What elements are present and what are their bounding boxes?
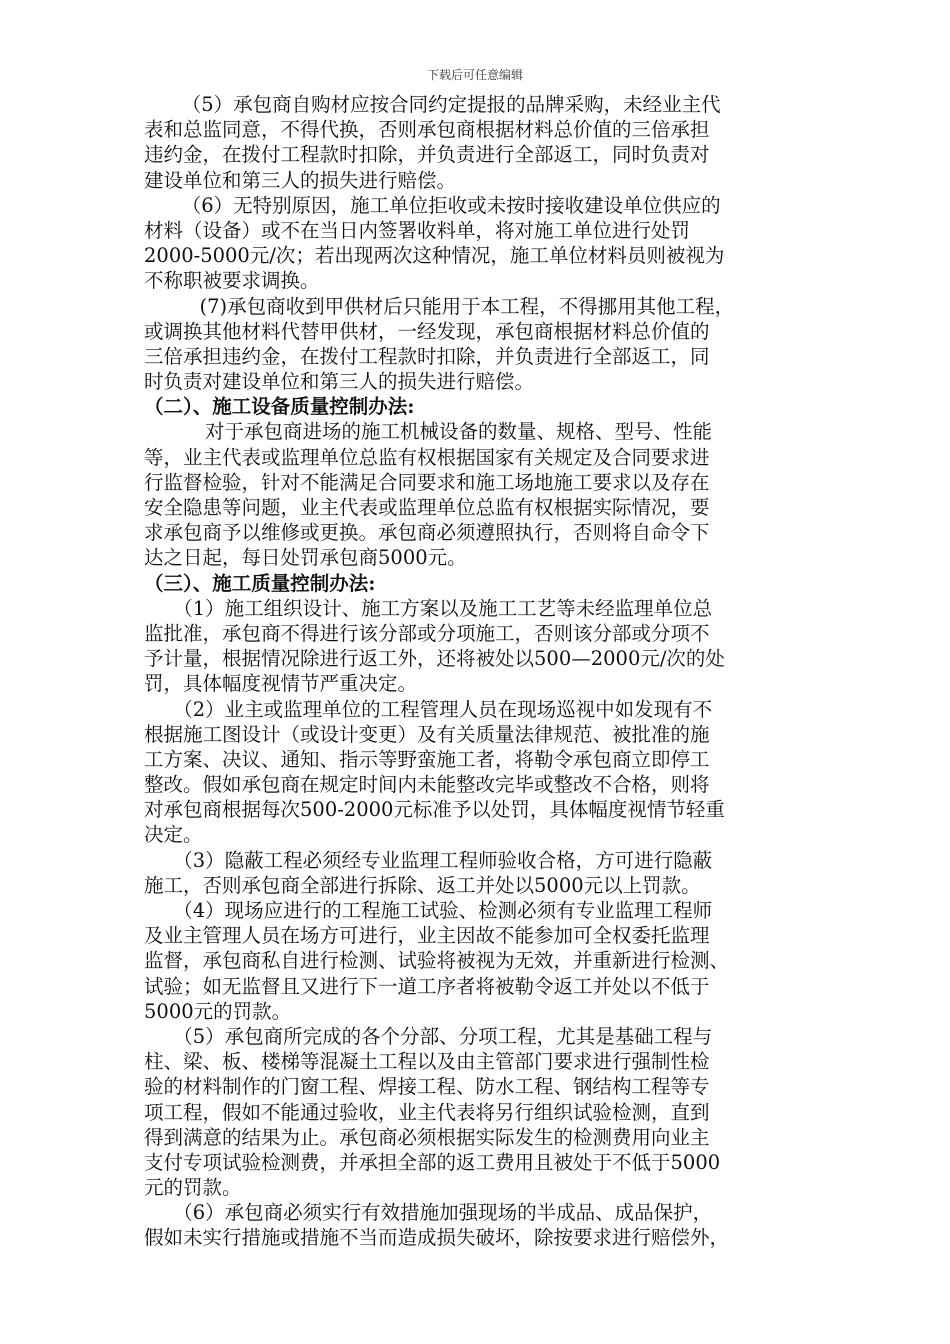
text-line: 假如未实行措施或措施不当而造成损失破坏，除按要求进行赔偿外， <box>144 1226 730 1250</box>
text-line: (7)承包商收到甲供材后只能用于本工程，不得挪用其他工程， <box>180 294 735 318</box>
text-line: 整改。假如承包商在规定时间内未能整改完毕或整改不合格，则将 <box>144 773 710 797</box>
text-line: （4）现场应进行的工程施工试验、检测必须有专业监理工程师 <box>144 899 713 922</box>
text-line: 或调换其他材料代替甲供材，一经发现，承包商根据材料总价值的 <box>144 319 710 343</box>
text-line: 验的材料制作的门窗工程、焊接工程、防水工程、钢结构工程等专 <box>144 1075 710 1099</box>
text-line: 工方案、决议、通知、指示等野蛮施工者，将勒令承包商立即停工 <box>144 747 710 771</box>
text-line: 予计量，根据情况除进行返工外，还将被处以500—2000元/次的处 <box>144 647 725 671</box>
text-line: 时负责对建设单位和第三人的损失进行赔偿。 <box>144 370 535 394</box>
text-line: 决定。 <box>144 823 203 847</box>
text-line: 根据施工图设计（或设计变更）及有关质量法律规范、被批准的施 <box>144 722 710 746</box>
text-line: （1）施工组织设计、施工方案以及施工工艺等未经监理单位总 <box>144 596 713 620</box>
page-header: 下载后可任意编辑 <box>426 68 523 82</box>
text-line: 支付专项试验检测费，并承担全部的返工费用且被处于不低于5000 <box>144 1150 721 1174</box>
text-line: 试验；如无监督且又进行下一道工序者将被勒令返工并处以不低于 <box>144 974 710 998</box>
text-line: （3）隐蔽工程必须经专业监理工程师验收合格，方可进行隐蔽 <box>144 848 713 872</box>
text-line: 不称职被要求调换。 <box>144 269 320 293</box>
text-line: 对承包商根据每次500-2000元标准予以处罚，具体幅度视情节轻重 <box>144 798 725 822</box>
text-line: （6）承包商必须实行有效措施加强现场的半成品、成品保护， <box>144 1201 713 1225</box>
text-line: 元的罚款。 <box>144 1176 242 1200</box>
text-line: 施工，否则承包商全部进行拆除、返工并处以5000元以上罚款。 <box>144 873 701 897</box>
section-heading: （三）、施工质量控制办法: <box>144 571 376 595</box>
text-line: 监批准，承包商不得进行该分部或分项施工，否则该分部或分项不 <box>144 621 710 645</box>
text-line: 三倍承担违约金，在拨付工程款时扣除，并负责进行全部返工，同 <box>144 344 710 368</box>
text-line: 安全隐患等问题，业主代表或监理单位总监有权根据实际情况，要 <box>144 496 710 519</box>
text-line: （5）承包商所完成的各个分部、分项工程，尤其是基础工程与 <box>144 1024 713 1048</box>
text-line: 达之日起，每日处罚承包商5000元。 <box>144 546 467 570</box>
text-line: （2）业主或监理单位的工程管理人员在现场巡视中如发现有不 <box>144 697 713 721</box>
text-line: （5）承包商自购材应按合同约定提报的品牌采购，未经业主代 <box>172 93 721 116</box>
text-line: （6）无特别原因，施工单位拒收或未按时接收建设单位供应的 <box>172 193 721 217</box>
document-body <box>144 92 816 1251</box>
text-line: 5000元的罚款。 <box>144 999 292 1023</box>
text-line: 行监督检验，针对不能满足合同要求和施工场地施工要求以及存在 <box>144 470 710 494</box>
text-line: 材料（设备）或不在当日内签署收料单，将对施工单位进行处罚 <box>144 218 691 242</box>
text-line: 得到满意的结果为止。承包商必须根据实际发生的检测费用向业主 <box>144 1125 710 1149</box>
text-line: 监督，承包商私自进行检测、试验将被视为无效，并重新进行检测、 <box>144 949 730 973</box>
text-line: 项工程，假如不能通过验收，业主代表将另行组织试验检测，直到 <box>144 1100 710 1124</box>
text-line: 对于承包商进场的施工机械设备的数量、规格、型号、性能 <box>166 420 713 444</box>
text-line: 表和总监同意，不得代换，否则承包商根据材料总价值的三倍承担 <box>144 118 710 142</box>
text-line: 柱、梁、板、楼梯等混凝土工程以及由主管部门要求进行强制性检 <box>144 1050 710 1074</box>
text-line: 等，业主代表或监理单位总监有权根据国家有关规定及合同要求进 <box>144 445 710 469</box>
text-line: 建设单位和第三人的损失进行赔偿。 <box>144 168 457 192</box>
text-line: 及业主管理人员在场方可进行，业主因故不能参加可全权委托监理 <box>144 924 710 948</box>
text-line: 违约金，在拨付工程款时扣除，并负责进行全部返工，同时负责对 <box>144 143 710 167</box>
text-line: 罚，具体幅度视情节严重决定。 <box>144 672 418 696</box>
section-heading: （二）、施工设备质量控制办法: <box>144 395 415 419</box>
text-line: 求承包商予以维修或更换。承包商必须遵照执行，否则将自命令下 <box>144 521 710 545</box>
text-line: 2000-5000元/次；若出现两次这种情况，施工单位材料员则被视为 <box>144 244 725 268</box>
